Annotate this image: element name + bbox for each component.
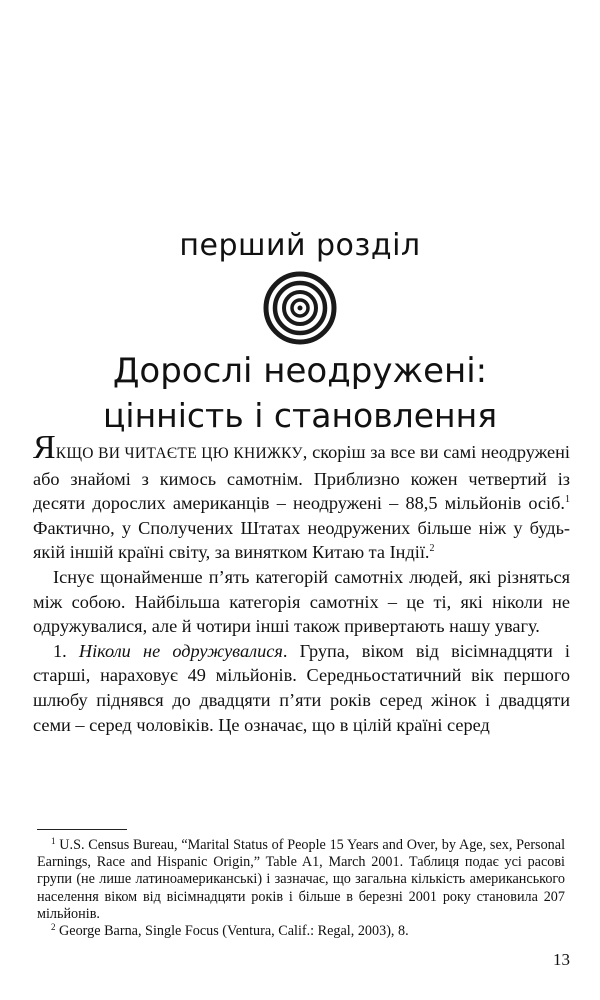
body-text bbox=[33, 429, 571, 737]
footnote-2-text: George Barna, Single Focus (Ventura, Calif.: Regal, 2003), 8. bbox=[59, 923, 409, 940]
page-number: 13 bbox=[553, 950, 570, 969]
chapter-title bbox=[0, 348, 600, 438]
footnote-2 bbox=[37, 923, 565, 940]
lead-in-smallcaps: КЩО ВИ ЧИТАЄТЕ ЦЮ КНИЖКУ bbox=[55, 445, 303, 462]
footnotes bbox=[37, 837, 565, 940]
footnote-2-mark: 2 bbox=[51, 922, 56, 933]
footnote-1-mark: 1 bbox=[51, 836, 56, 846]
footnote-1 bbox=[37, 837, 565, 923]
paragraph-1-text-b: Фактично, у Сполучених Штатах неодружених більше ніж у будь-якій іншій країні світу, за винятком Китаю та Індії. bbox=[33, 517, 570, 563]
footnote-1-text: U.S. Census Bureau, “Marital Status of People 15 Years and Over, by Age, sex, Personal Earnings, Race and Hispanic Origin,” Table A1, March 2001. Таблиця подає усі расові групи (не лише латиноамериканські) і зазначає, що загальна кількість американського населення віком від вісімнадцяти років і більше в березні 2001 року становила 207 мільйонів. bbox=[37, 837, 566, 922]
chapter-label: перший розділ bbox=[179, 228, 421, 263]
chapter-title-line-1: Дорослі неодружені: bbox=[112, 351, 488, 391]
chapter-title-line-2: цінність і становлення bbox=[102, 396, 498, 435]
drop-cap: Я bbox=[33, 429, 56, 466]
paragraph-1 bbox=[33, 429, 571, 565]
concentric-circles-ornament-icon bbox=[250, 270, 350, 346]
paragraph-3 bbox=[33, 639, 570, 737]
list-number: 1. bbox=[53, 640, 79, 661]
paragraph-2: Існує щонайменше п’ять категорій самотніх людей, які різняться між собою. Найбільша категорія самотніх – це ті, які ніколи не одружувалися, але й чотири інші також привертають нашу увагу. bbox=[33, 566, 570, 637]
footnote-divider bbox=[37, 829, 127, 830]
footnote-ref-2: 2 bbox=[429, 543, 435, 555]
footnote-ref-1: 1 bbox=[565, 494, 570, 506]
category-heading: Ніколи не одружувалися bbox=[78, 640, 283, 661]
paragraph-3-text: . Група, віком від вісімнадцяти і старші, нараховує 49 мільйонів. Середньостатичний вік першого шлюбу піднявся до двадцяти п’яти років серед жінок і двадцяти семи – серед чоловіків. Це означає, що в цілій країні серед bbox=[33, 640, 570, 735]
paragraph-1-text-a: , скоріш за все ви самі неодружені або знайомі з кимось самотнім. Приблизно кожен четвертий із десяти дорослих американців – неодружені – 88,5 мільйонів осіб. bbox=[33, 442, 571, 514]
